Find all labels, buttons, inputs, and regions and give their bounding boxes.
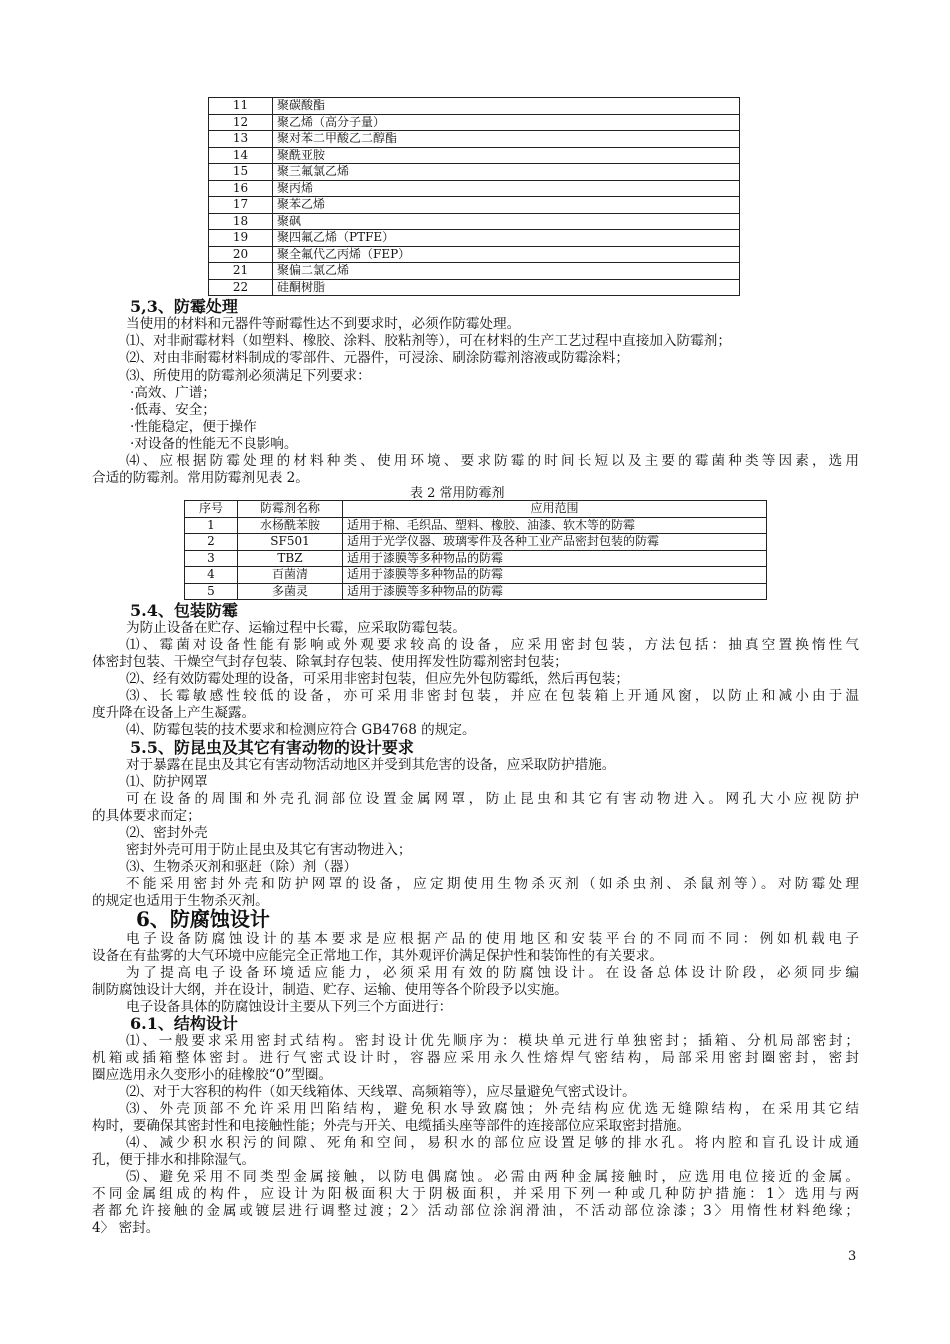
table-row: [209, 164, 740, 181]
row-number: 11: [209, 98, 273, 115]
application-scope: 适用于棉、毛织品、塑料、橡胶、油漆、软木等的防霉: [343, 517, 767, 534]
table-row: [209, 197, 740, 214]
material-name: 聚对苯二甲酸乙二醇酯: [273, 131, 740, 148]
material-name: 聚丙烯: [273, 180, 740, 197]
material-name: 聚碳酸酯: [273, 98, 740, 115]
table-row: [209, 147, 740, 164]
paragraph: ⑷、应根据防霉处理的材料种类、使用环境、要求防霉的时间长短以及主要的霉菌种类等因素，选用: [126, 453, 859, 469]
paragraph: ⑶、外壳顶部不允许采用凹陷结构，避免积水导致腐蚀；外壳结构应优选无缝隙结构，在采用其它结: [126, 1101, 859, 1117]
material-name: 聚乙烯（高分子量）: [273, 114, 740, 131]
paragraph: 不同金属组成的构件，应设计为阳极面积大于阴极面积，并采用下列一种或几种防护措施：1〉选用与两: [92, 1186, 859, 1202]
table-row: [209, 279, 740, 296]
table-row: [209, 131, 740, 148]
paragraph: 孔，便于排水和排除湿气。: [92, 1152, 256, 1168]
material-name: 聚砜: [273, 213, 740, 230]
bullet-item: ·高效、广谱；: [130, 385, 216, 401]
agent-name: TBZ: [238, 550, 343, 567]
row-number: 17: [209, 197, 273, 214]
table-row: [185, 534, 767, 551]
row-number: 3: [185, 550, 238, 567]
section-5-5-heading: 5.5、防昆虫及其它有害动物的设计要求: [130, 738, 414, 757]
agent-name: 百菌清: [238, 567, 343, 584]
table-row: [185, 567, 767, 584]
row-number: 16: [209, 180, 273, 197]
paragraph: 4〉 密封。: [92, 1220, 160, 1236]
paragraph: ⑵、经有效防霉处理的设备，可采用非密封包装，但应先外包防霉纸，然后再包装；: [126, 671, 629, 687]
antifungal-agents-table: [184, 500, 767, 600]
bullet-item: ·性能稳定，便于操作: [130, 419, 257, 435]
table-row: [209, 180, 740, 197]
material-name: 聚苯乙烯: [273, 197, 740, 214]
paragraph: 电子设备具体的防腐蚀设计主要从下列三个方面进行：: [126, 999, 453, 1015]
application-scope: 适用于光学仪器、玻璃零件及各种工业产品密封包装的防霉: [343, 534, 767, 551]
paragraph: 当使用的材料和元器件等耐霉性达不到要求时，必须作防霉处理。: [126, 316, 521, 332]
table-header: 应用范围: [343, 501, 767, 518]
section-5-4-heading: 5.4、包装防霉: [130, 601, 238, 620]
row-number: 21: [209, 263, 273, 280]
table-row: [209, 213, 740, 230]
paragraph: 机箱或插箱整体密封。进行气密式设计时，容器应采用永久性熔焊气密结构，局部采用密封圈密封，密封: [92, 1050, 859, 1066]
paragraph: 设备在有盐雾的大气环境中应能完全正常地工作，其外观评价满足保护性和装饰性的有关要求。: [92, 948, 663, 964]
page-number: 3: [848, 1249, 857, 1264]
paragraph: 者都允许接触的金属或镀层进行调整过渡；2〉活动部位涂润滑油，不活动部位涂漆；3〉用惰性材料绝缘；: [92, 1203, 859, 1219]
paragraph: ⑴、对非耐霉材料（如塑料、橡胶、涂料、胶粘剂等），可在材料的生产工艺过程中直接加入防霉剂；: [126, 333, 731, 349]
table-row: [185, 583, 767, 600]
row-number: 12: [209, 114, 273, 131]
material-name: 聚酰亚胺: [273, 147, 740, 164]
agent-name: 多菌灵: [238, 583, 343, 600]
section-6-1-heading: 6.1、结构设计: [130, 1014, 238, 1033]
paragraph: 密封外壳可用于防止昆虫及其它有害动物进入；: [126, 842, 412, 858]
table-row: [185, 550, 767, 567]
material-name: 聚全氟代乙丙烯（FEP）: [273, 246, 740, 263]
row-number: 5: [185, 583, 238, 600]
paragraph: 体密封包装、干燥空气封存包装、除氧封存包装、使用挥发性防霉剂密封包装；: [92, 654, 568, 670]
paragraph: 对于暴露在昆虫及其它有害动物活动地区并受到其危害的设备，应采取防护措施。: [126, 757, 616, 773]
row-number: 13: [209, 131, 273, 148]
application-scope: 适用于漆膜等多种物品的防霉: [343, 550, 767, 567]
section-5-3-heading: 5,3、防霉处理: [130, 297, 238, 316]
row-number: 19: [209, 230, 273, 247]
paragraph: 度升降在设备上产生凝露。: [92, 705, 256, 721]
row-number: 15: [209, 164, 273, 181]
paragraph: 合适的防霉剂。常用防霉剂见表 2。: [92, 470, 309, 486]
application-scope: 适用于漆膜等多种物品的防霉: [343, 583, 767, 600]
materials-table: [208, 97, 740, 296]
agent-name: SF501: [238, 534, 343, 551]
row-number: 14: [209, 147, 273, 164]
row-number: 1: [185, 517, 238, 534]
table-row: [209, 246, 740, 263]
row-number: 18: [209, 213, 273, 230]
table-row: [185, 517, 767, 534]
table-row: [209, 98, 740, 115]
paragraph: ⑴、霉菌对设备性能有影响或外观要求较高的设备，应采用密封包装，方法包括：抽真空置换惰性气: [126, 637, 859, 653]
paragraph: 的规定也适用于生物杀灭剂。: [92, 893, 269, 909]
paragraph: 不能采用密封外壳和防护网罩的设备，应定期使用生物杀灭剂（如杀虫剂、杀鼠剂等）。对防霉处理: [126, 876, 859, 892]
paragraph: 构时，要确保其密封性和电接触性能；外壳与开关、电缆插头座等部件的连接部位应采取密封措施。: [92, 1118, 691, 1134]
material-name: 硅酮树脂: [273, 279, 740, 296]
row-number: 22: [209, 279, 273, 296]
paragraph: ⑶、所使用的防霉剂必须满足下列要求：: [126, 368, 371, 384]
paragraph: 的具体要求而定；: [92, 808, 201, 824]
table-row: [209, 230, 740, 247]
paragraph: ⑶、长霉敏感性较低的设备，亦可采用非密封包装，并应在包装箱上开通风窗，以防止和减小由于温: [126, 688, 859, 704]
paragraph: ⑵、对于大容积的构件（如天线箱体、天线罩、高频箱等），应尽量避免气密式设计。: [126, 1084, 636, 1100]
paragraph: ⑶、生物杀灭剂和驱赶（除）剂（器）: [126, 859, 358, 875]
paragraph: 电子设备防腐蚀设计的基本要求是应根据产品的使用地区和安装平台的不同而不同：例如机载电子: [126, 931, 859, 947]
bullet-item: ·低毒、安全；: [130, 402, 216, 418]
table-header: 防霉剂名称: [238, 501, 343, 518]
paragraph: 可在设备的周围和外壳孔洞部位设置金属网罩，防止昆虫和其它有害动物进入。网孔大小应视防护: [126, 791, 859, 807]
row-number: 4: [185, 567, 238, 584]
bullet-item: ·对设备的性能无不良影响。: [130, 436, 298, 452]
paragraph: 为了提高电子设备环境适应能力，必须采用有效的防腐蚀设计。在设备总体设计阶段，必须同步编: [126, 965, 859, 981]
table-row: [209, 114, 740, 131]
application-scope: 适用于漆膜等多种物品的防霉: [343, 567, 767, 584]
row-number: 2: [185, 534, 238, 551]
paragraph: ⑷、减少积水积污的间隙、死角和空间，易积水的部位应设置足够的排水孔。将内腔和盲孔设计成通: [126, 1135, 859, 1151]
paragraph: ⑴、一般要求采用密封式结构。密封设计优先顺序为：模块单元进行单独密封；插箱、分机局部密封；: [126, 1033, 859, 1049]
table-header: 序号: [185, 501, 238, 518]
table-row: [209, 263, 740, 280]
agent-name: 水杨酰苯胺: [238, 517, 343, 534]
row-number: 20: [209, 246, 273, 263]
paragraph: ⑴、防护网罩: [126, 774, 208, 790]
paragraph: 制防腐蚀设计大纲，并在设计，制造、贮存、运输、使用等各个阶段予以实施。: [92, 982, 568, 998]
paragraph: 为防止设备在贮存、运输过程中长霉，应采取防霉包装。: [126, 620, 466, 636]
material-name: 聚偏二氯乙烯: [273, 263, 740, 280]
paragraph: ⑸、避免采用不同类型金属接触，以防电偶腐蚀。必需由两种金属接触时，应选用电位接近的金属。: [126, 1169, 859, 1185]
paragraph: ⑵、对由非耐霉材料制成的零部件、元器件，可浸涂、刷涂防霉剂溶液或防霉涂料；: [126, 350, 629, 366]
paragraph: 圈应选用永久变形小的硅橡胶“0”型圈。: [92, 1067, 333, 1083]
material-name: 聚四氟乙烯（PTFE）: [273, 230, 740, 247]
paragraph: ⑵、密封外壳: [126, 825, 208, 841]
paragraph: ⑷、防霉包装的技术要求和检测应符合 GB4768 的规定。: [126, 722, 476, 738]
table-2-caption: 表 2 常用防霉剂: [410, 486, 505, 501]
material-name: 聚三氟氯乙烯: [273, 164, 740, 181]
section-6-heading: 6、防腐蚀设计: [136, 907, 270, 931]
